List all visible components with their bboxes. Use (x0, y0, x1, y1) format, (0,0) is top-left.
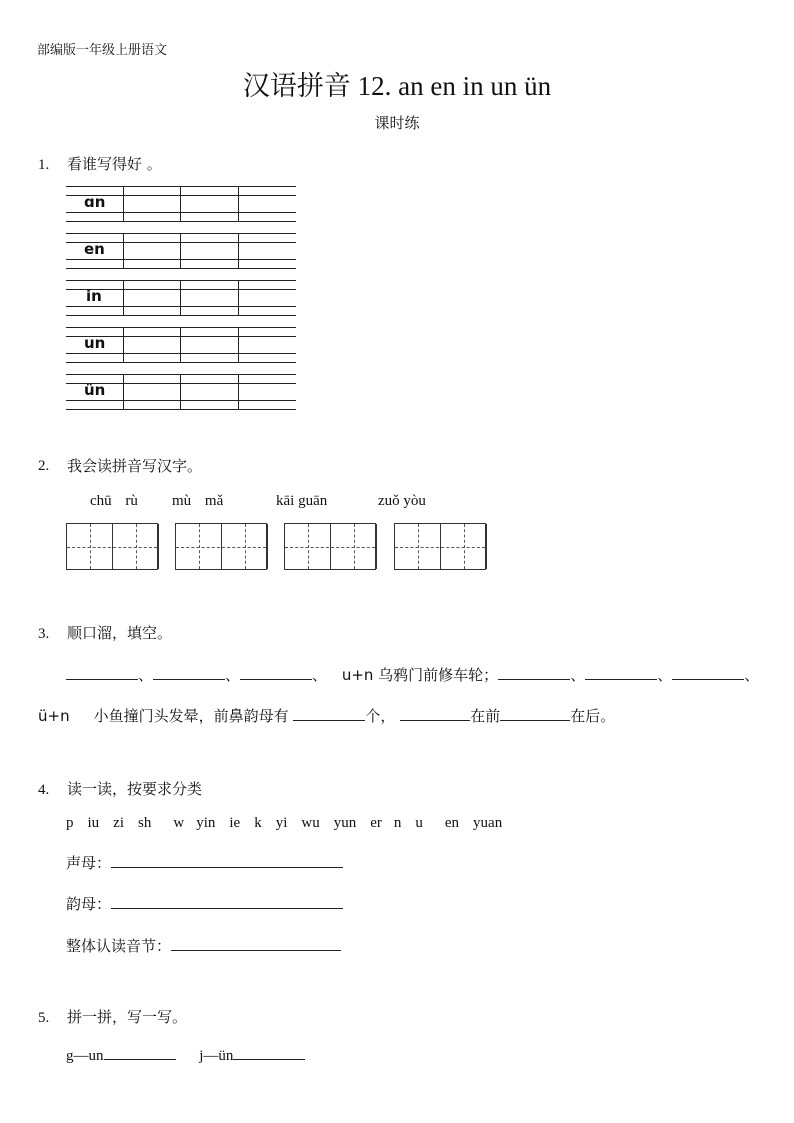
pinyin-prompt: zuǒ yòu (378, 493, 426, 509)
fill-blank[interactable] (672, 665, 744, 680)
pinyin-prompt: chū rù (90, 493, 138, 509)
q5-prompt: 拼一拼，写一写。 (67, 1008, 188, 1026)
fill-blank[interactable] (585, 665, 657, 680)
syllable: u (415, 815, 423, 831)
zhengti-row (66, 935, 341, 956)
syllable: yi (275, 815, 288, 831)
q2-number: 2. (38, 458, 50, 474)
fill-blank[interactable] (171, 936, 341, 951)
writing-row (66, 233, 296, 269)
writing-grid (66, 186, 296, 414)
syllable: en (444, 815, 460, 831)
writing-row (66, 280, 296, 316)
writing-row-label: ün (84, 381, 106, 399)
writing-row (66, 186, 296, 222)
fill-blank[interactable] (500, 706, 570, 721)
page-subtitle: 课时练 (374, 114, 420, 132)
syllable: ie (229, 815, 241, 831)
q4-prompt: 读一读，按要求分类 (67, 780, 203, 798)
q3-number: 3. (38, 626, 50, 642)
q2-prompt: 我会读拼音写汉字。 (67, 457, 203, 475)
fill-blank[interactable] (293, 706, 365, 721)
q1-prompt: 看谁写得好 。 (67, 155, 162, 173)
syllable: n (393, 815, 402, 831)
rhyme-line-2 (38, 705, 615, 726)
pinyin-prompt: mù mǎ (172, 493, 224, 509)
syllable: yun (333, 815, 357, 831)
syllable-list (66, 815, 502, 832)
shengmu-label: 声母： (66, 854, 112, 872)
writing-row (66, 327, 296, 363)
syllable: iu (87, 815, 100, 831)
fill-blank[interactable] (111, 894, 343, 909)
fill-blank[interactable] (104, 1045, 176, 1060)
syllable: p (66, 815, 74, 831)
rhyme-text: 在后。 (570, 707, 616, 725)
writing-row-label: un (84, 334, 106, 352)
separator: 、 (657, 666, 673, 684)
separator: 、 (312, 666, 328, 684)
syllable: zi (113, 815, 124, 831)
rhyme-text: u+n 乌鸦门前修车轮； (341, 666, 499, 684)
tianzige-box[interactable] (394, 523, 486, 570)
q1-number: 1. (38, 157, 50, 173)
syllable: er (370, 815, 382, 831)
syllable: yuan (473, 815, 503, 831)
spell-item: j—ün (199, 1048, 234, 1064)
syllable: k (254, 815, 262, 831)
fill-blank[interactable] (240, 665, 312, 680)
separator: 、 (570, 666, 586, 684)
writing-row-label: ɑn (84, 193, 106, 211)
rhyme-text: 小鱼撞门头发晕，前鼻韵母有 (93, 707, 289, 725)
q5-number: 5. (38, 1010, 50, 1026)
writing-row (66, 374, 296, 410)
tianzige-box[interactable] (175, 523, 267, 570)
shengmu-row (66, 852, 343, 873)
syllable: wu (301, 815, 320, 831)
rhyme-text: 在前 (470, 707, 501, 725)
writing-row-label: en (84, 240, 105, 258)
pinyin-prompt: kāi guān (276, 493, 328, 509)
fill-blank[interactable] (66, 665, 138, 680)
fill-blank[interactable] (153, 665, 225, 680)
fill-blank[interactable] (233, 1045, 305, 1060)
spell-row (66, 1045, 305, 1065)
separator: 、 (225, 666, 241, 684)
separator: 、 (744, 666, 760, 684)
syllable: w (173, 815, 185, 831)
q3-prompt: 顺口溜，填空。 (67, 624, 173, 642)
rhyme-line-1 (66, 664, 759, 685)
separator: 、 (138, 666, 154, 684)
fill-blank[interactable] (498, 665, 570, 680)
writing-row-label: in (86, 287, 102, 305)
yunmu-row (66, 893, 343, 914)
spell-item: g—un (66, 1048, 104, 1064)
zhengti-label: 整体认读音节： (66, 937, 172, 955)
syllable: yin (196, 815, 216, 831)
q4-number: 4. (38, 782, 50, 798)
series-label: 部编版一年级上册语文 (37, 43, 168, 58)
rhyme-text: 个， (365, 707, 396, 725)
syllable: sh (138, 815, 152, 831)
page-title: 汉语拼音 12. an en in un ün (242, 71, 552, 101)
fill-blank[interactable] (400, 706, 470, 721)
fill-blank[interactable] (111, 853, 343, 868)
rhyme-start: ü+n (38, 707, 70, 725)
yunmu-label: 韵母： (66, 895, 112, 913)
tianzige-box[interactable] (284, 523, 376, 570)
tianzige-box[interactable] (66, 523, 158, 570)
